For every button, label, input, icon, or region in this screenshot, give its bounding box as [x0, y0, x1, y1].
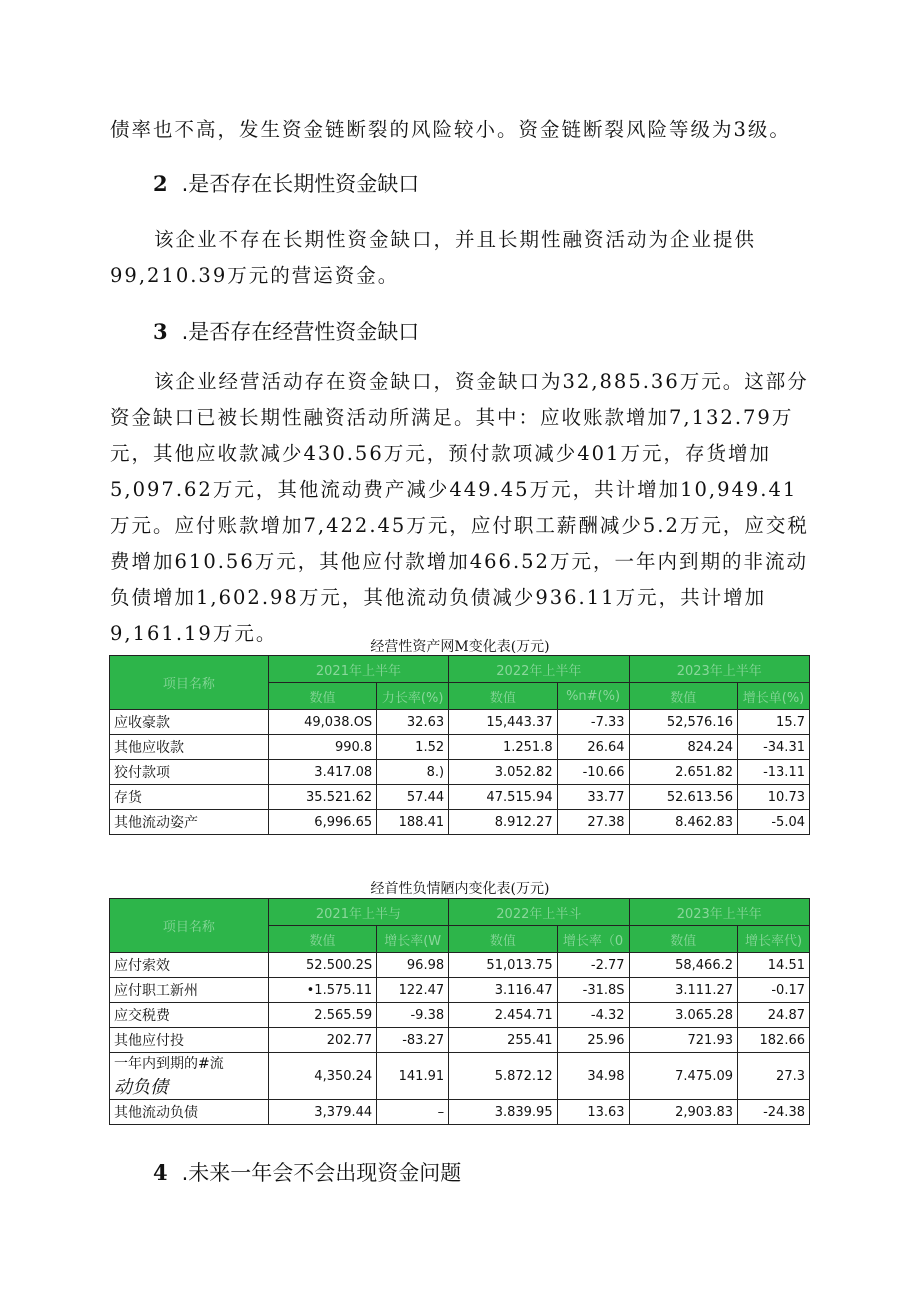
- cell-growth: -9.38: [377, 1003, 449, 1028]
- cell-value: 58,466.2: [629, 953, 737, 978]
- header-growth: 增长率（0: [557, 926, 629, 953]
- row-name: 应付职工新州: [110, 978, 269, 1003]
- cell-growth: 33.77: [557, 785, 629, 810]
- row-name: 存货: [110, 785, 269, 810]
- cell-growth: 14.51: [738, 953, 810, 978]
- cell-growth: 188.41: [377, 810, 449, 835]
- cell-growth: -4.32: [557, 1003, 629, 1028]
- heading-number: 3: [153, 319, 168, 344]
- cell-value: 7.475.09: [629, 1053, 737, 1100]
- cell-value: 3.116.47: [449, 978, 557, 1003]
- header-item-name: 项目名称: [110, 899, 269, 953]
- paragraph-risk-summary: 债率也不高，发生资金链断裂的风险较小。资金链断裂风险等级为3级。: [110, 118, 791, 141]
- header-year-2022: 2022年上半斗: [449, 899, 629, 926]
- heading-text: .未来一年会不会出现资金问题: [181, 1161, 462, 1185]
- cell-value: 52,576.16: [629, 710, 737, 735]
- cell-value: 2,903.83: [629, 1100, 737, 1125]
- header-growth: %n#(%): [557, 683, 629, 710]
- header-year-2021: 2021年上半年: [268, 656, 448, 683]
- table-row: [110, 1028, 810, 1053]
- table-row: [110, 1053, 810, 1100]
- cell-growth: 10.73: [738, 785, 810, 810]
- row-name-tail: 动负债: [114, 1077, 168, 1098]
- cell-value: 2.565.59: [268, 1003, 376, 1028]
- operating-liabilities-table: [109, 898, 810, 1125]
- cell-growth: -24.38: [738, 1100, 810, 1125]
- cell-growth: -31.8S: [557, 978, 629, 1003]
- row-name: 其他应付投: [110, 1028, 269, 1053]
- row-name: 应交税费: [110, 1003, 269, 1028]
- cell-value: 3.052.82: [449, 760, 557, 785]
- cell-value: 1.251.8: [449, 735, 557, 760]
- header-item-name: 项目名称: [110, 656, 269, 710]
- cell-growth: 141.91: [377, 1053, 449, 1100]
- cell-value: 6,996.65: [268, 810, 376, 835]
- heading-number: 4: [153, 1160, 168, 1185]
- cell-growth: –: [377, 1100, 449, 1125]
- cell-value: 15,443.37: [449, 710, 557, 735]
- cell-growth: 1.52: [377, 735, 449, 760]
- cell-value: 52.500.2S: [268, 953, 376, 978]
- header-growth: 力长率(%): [377, 683, 449, 710]
- header-value: 数值: [449, 683, 557, 710]
- table-row: [110, 760, 810, 785]
- header-value: 数值: [449, 926, 557, 953]
- cell-growth: 32.63: [377, 710, 449, 735]
- cell-value: 8.462.83: [629, 810, 737, 835]
- row-name: 其他应收款: [110, 735, 269, 760]
- header-year-2023: 2023年上半年: [629, 656, 809, 683]
- table-row: [110, 953, 810, 978]
- cell-growth: -7.33: [557, 710, 629, 735]
- cell-value: 3.111.27: [629, 978, 737, 1003]
- cell-value: 4,350.24: [268, 1053, 376, 1100]
- header-year-2022: 2022年上半年: [449, 656, 629, 683]
- heading-text: .是否存在长期性资金缺口: [181, 172, 420, 196]
- header-value: 数值: [629, 683, 737, 710]
- cell-growth: 25.96: [557, 1028, 629, 1053]
- table2-caption: 经首性负情陋内变化表(万元): [370, 881, 550, 897]
- cell-value: 47.515.94: [449, 785, 557, 810]
- table-row: [110, 810, 810, 835]
- header-growth: 增长率代): [738, 926, 810, 953]
- header-value: 数值: [629, 926, 737, 953]
- cell-growth: 24.87: [738, 1003, 810, 1028]
- cell-growth: -13.11: [738, 760, 810, 785]
- cell-growth: 26.64: [557, 735, 629, 760]
- cell-growth: 34.98: [557, 1053, 629, 1100]
- cell-value: 49,038.OS: [268, 710, 376, 735]
- paragraph-operating: 该企业经营活动存在资金缺口，资金缺口为32,885.36万元。这部分资金缺口已被长期性融资活动所满足。其中：应收账款增加7,132.79万元，其他应收款减少430.56万元，预付款项减少401万元，存货增加5,097.62万元，其他流动费产减少449.45万元，共计增加10,949.41万元。应付账款增加7,422.45万元，应付职工薪酬减少5.2万元，应交税费增加610.56万元，其他应付款增加466.52万元，一年内到期的非流动负债增加1,602.98万元，其他流动负债减少936.11万元，共计增加9,161.19万元。: [110, 370, 809, 645]
- cell-growth: -5.04: [738, 810, 810, 835]
- header-growth: 增长单(%): [738, 683, 810, 710]
- row-name: 其他流动负债: [110, 1100, 269, 1125]
- cell-growth: 122.47: [377, 978, 449, 1003]
- cell-value: 255.41: [449, 1028, 557, 1053]
- cell-growth: -0.17: [738, 978, 810, 1003]
- cell-value: 824.24: [629, 735, 737, 760]
- cell-growth: 27.3: [738, 1053, 810, 1100]
- cell-growth: 27.38: [557, 810, 629, 835]
- table-row: [110, 785, 810, 810]
- cell-value: 51,013.75: [449, 953, 557, 978]
- operating-assets-table: [109, 655, 810, 835]
- row-name: [110, 1053, 269, 1100]
- cell-growth: 96.98: [377, 953, 449, 978]
- table-row: [110, 735, 810, 760]
- heading-operating-gap: [153, 316, 419, 346]
- cell-growth: 57.44: [377, 785, 449, 810]
- row-name-head: 一年内到期的#流: [114, 1056, 224, 1072]
- header-year-2021: 2021年上半与: [268, 899, 448, 926]
- cell-growth: 8.): [377, 760, 449, 785]
- heading-future-funding: [153, 1157, 461, 1187]
- cell-growth: 182.66: [738, 1028, 810, 1053]
- cell-value: 5.872.12: [449, 1053, 557, 1100]
- cell-growth: 15.7: [738, 710, 810, 735]
- table-row: [110, 1100, 810, 1125]
- cell-value: 3,379.44: [268, 1100, 376, 1125]
- table-row: [110, 710, 810, 735]
- heading-text: .是否存在经营性资金缺口: [181, 320, 420, 344]
- header-growth: 增长率(W: [377, 926, 449, 953]
- cell-value: 52.613.56: [629, 785, 737, 810]
- cell-growth: -34.31: [738, 735, 810, 760]
- cell-value: 2.454.71: [449, 1003, 557, 1028]
- cell-value: 8.912.27: [449, 810, 557, 835]
- header-year-2023: 2023年上半年: [629, 899, 809, 926]
- row-name: 其他流动姿产: [110, 810, 269, 835]
- table-row: [110, 1003, 810, 1028]
- cell-value: 2.651.82: [629, 760, 737, 785]
- row-name: 应收豪款: [110, 710, 269, 735]
- cell-value: 35.521.62: [268, 785, 376, 810]
- cell-value: 721.93: [629, 1028, 737, 1053]
- row-name: 应付索效: [110, 953, 269, 978]
- heading-long-term-gap: [153, 168, 419, 198]
- cell-growth: -83.27: [377, 1028, 449, 1053]
- header-value: 数值: [268, 683, 376, 710]
- cell-growth: -2.77: [557, 953, 629, 978]
- table-row: [110, 978, 810, 1003]
- table1-caption: 经营性资产网M变化表(万元): [370, 639, 550, 655]
- cell-growth: 13.63: [557, 1100, 629, 1125]
- cell-growth: -10.66: [557, 760, 629, 785]
- cell-value: 990.8: [268, 735, 376, 760]
- header-value: 数值: [268, 926, 376, 953]
- row-name: 狡付款项: [110, 760, 269, 785]
- cell-value: •1.575.11: [268, 978, 376, 1003]
- cell-value: 3.065.28: [629, 1003, 737, 1028]
- cell-value: 3.417.08: [268, 760, 376, 785]
- heading-number: 2: [153, 171, 168, 196]
- paragraph-long-term: 该企业不存在长期性资金缺口，并且长期性融资活动为企业提供99,210.39万元的营运资金。: [110, 228, 757, 287]
- cell-value: 202.77: [268, 1028, 376, 1053]
- cell-value: 3.839.95: [449, 1100, 557, 1125]
